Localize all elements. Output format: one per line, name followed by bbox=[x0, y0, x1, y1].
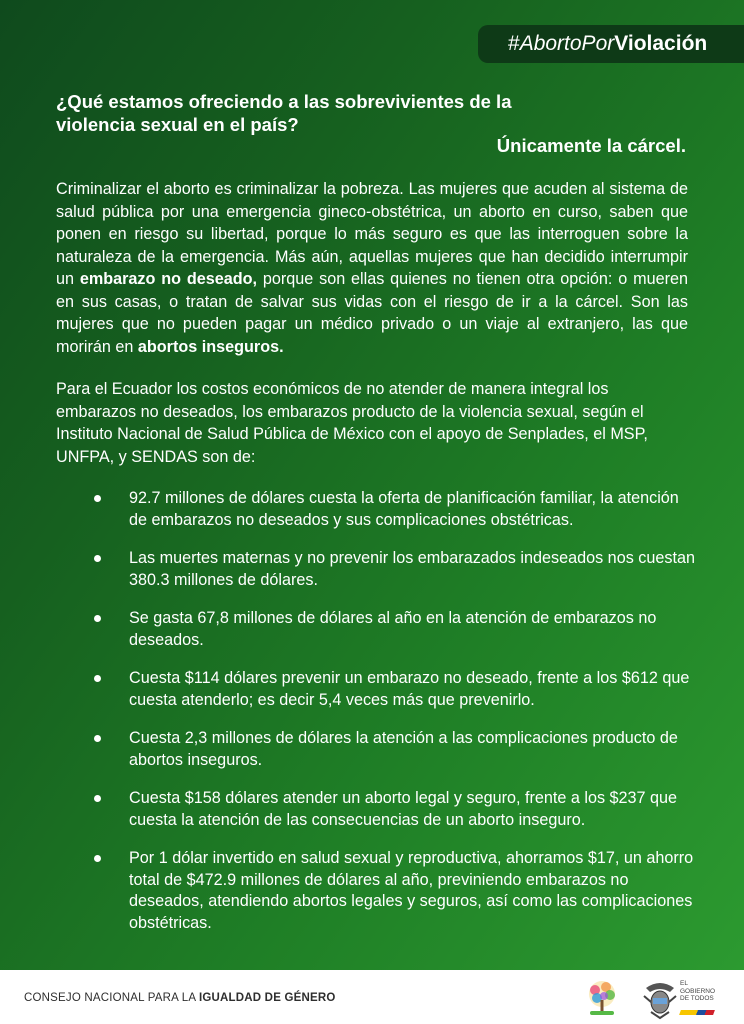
org-name-regular: CONSEJO NACIONAL PARA LA bbox=[24, 992, 199, 1004]
bullet-text: Cuesta 2,3 millones de dólares la atención a las complicaciones producto de abortos inseguros. bbox=[129, 729, 678, 769]
bullet-icon bbox=[94, 735, 101, 742]
list-item bbox=[56, 608, 696, 651]
hashtag-bold: Violación bbox=[614, 32, 708, 55]
list-item bbox=[56, 488, 696, 531]
hashtag-badge bbox=[478, 25, 744, 63]
list-item bbox=[56, 848, 696, 934]
answer-heading: Únicamente la cárcel. bbox=[496, 135, 686, 156]
bullet-icon bbox=[94, 615, 101, 622]
question-heading: ¿Qué estamos ofreciendo a las sobrevivientes de la violencia sexual en el país? bbox=[56, 91, 512, 135]
organization-name bbox=[24, 992, 336, 1004]
p1-text-1: Criminalizar el aborto es criminalizar la pobreza. Las mujeres que acuden al sistema de salud pública por una emergencia gineco-obstétrica, un aborto en curso, saben que ponen en riesgo su libertad, porque lo más seguro es que las interroguen sobre la naturaleza de la emergencia. Más aún, aquellas mujeres que han decidido interrumpir un bbox=[56, 180, 688, 288]
list-item bbox=[56, 788, 696, 831]
list-item bbox=[56, 668, 696, 711]
paragraph-criminalization bbox=[56, 178, 688, 358]
gov-line-2: GOBIERNO bbox=[680, 987, 716, 995]
bullet-text: Por 1 dólar invertido en salud sexual y reproductiva, ahorramos $17, un ahorro total de $472.9 millones de dólares al año, previniendo embarazos no deseados, atendiendo abortos legales y seguros, así como las complicaciones obstétricas. bbox=[129, 849, 694, 932]
flag-stripe-icon bbox=[679, 1010, 715, 1015]
p1-bold-2: abortos inseguros. bbox=[137, 337, 284, 356]
list-item bbox=[56, 548, 696, 591]
list-item bbox=[56, 728, 696, 771]
paragraph-costs-intro: Para el Ecuador los costos económicos de no atender de manera integral los embarazos no deseados, los embarazos producto de la violencia sexual, según el Instituto Nacional de Salud Pública de México con el apoyo de Senplades, el MSP, UNFPA, y SENDAS son de: bbox=[56, 380, 648, 466]
gov-line-1: EL bbox=[680, 980, 688, 987]
bullet-text: 92.7 millones de dólares cuesta la oferta de planificación familiar, la atención de embarazos no deseados y sus complicaciones obstétricas. bbox=[129, 489, 679, 529]
bullet-text: Cuesta $158 dólares atender un aborto legal y seguro, frente a los $237 que cuesta la atención de las consecuencias de un aborto inseguro. bbox=[129, 789, 678, 829]
bullet-icon bbox=[94, 855, 101, 862]
coat-of-arms-icon bbox=[640, 978, 680, 1020]
p1-bold-1: embarazo no deseado, bbox=[79, 270, 258, 288]
bullet-icon bbox=[94, 675, 101, 682]
p1-text-2: porque son ellas quienes no tienen otra opción: o mueren en sus casas, o tratan de salvar sus vidas con el riesgo de ir a la cárcel. Son las mujeres que no pueden pagar un médico privado o un viaje al extranjero, las que morirán en bbox=[56, 270, 688, 356]
bullet-text: Se gasta 67,8 millones de dólares al año en la atención de embarazos no deseados. bbox=[129, 609, 657, 649]
bullet-icon bbox=[94, 555, 101, 562]
hashtag-prefix: # bbox=[508, 32, 520, 55]
government-label bbox=[680, 980, 720, 1003]
footer bbox=[0, 970, 744, 1024]
bullet-text: Cuesta $114 dólares prevenir un embarazo no deseado, frente a los $612 que cuesta atenderlo; es decir 5,4 veces más que prevenirlo. bbox=[129, 669, 690, 709]
tree-logo-icon bbox=[582, 978, 622, 1018]
bullet-icon bbox=[94, 795, 101, 802]
gov-line-3: DE TODOS bbox=[680, 995, 714, 1002]
bullet-icon bbox=[94, 495, 101, 502]
bullet-text: Las muertes maternas y no prevenir los embarazados indeseados nos cuestan 380.3 millones de dólares. bbox=[129, 549, 695, 589]
hashtag-italic: AbortoPor bbox=[519, 32, 615, 55]
cost-bullet-list bbox=[56, 488, 696, 951]
org-name-bold: IGUALDAD DE GÉNERO bbox=[199, 992, 336, 1004]
